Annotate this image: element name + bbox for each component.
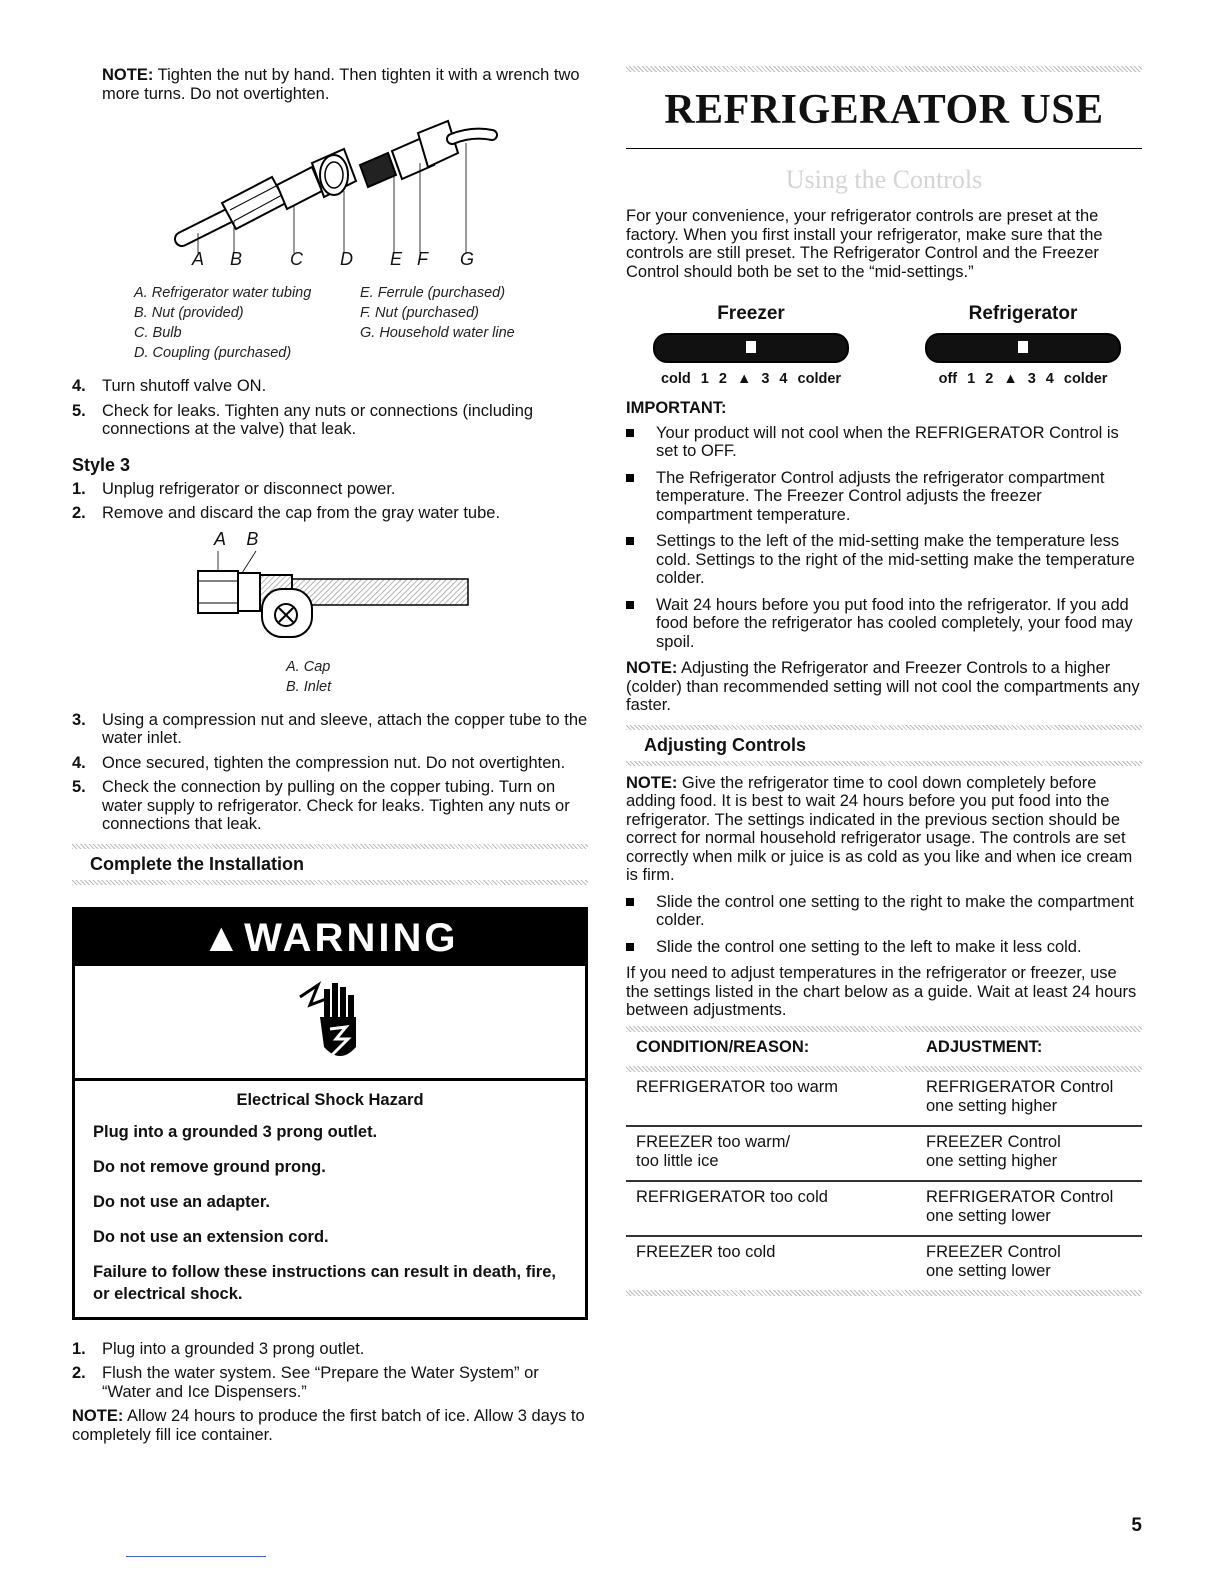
adjustment-table [626,1032,1142,1291]
fig2-letter-a: A [214,528,226,549]
adjusting-controls-heading: Adjusting Controls [626,725,1142,766]
list-item: 4. Once secured, tighten the compression nut. Do not overtighten. [72,753,566,772]
list-item: 1. Unplug refrigerator or disconnect power. [72,479,396,498]
fig1-letter-f: F [417,249,428,269]
list-item: 4. Turn shutoff valve ON. [72,377,267,395]
freezer-scale: cold 1 2 ▲ 3 4 colder [660,371,842,387]
electrical-shock-icon [290,977,370,1067]
important-list [626,424,1142,652]
caption-cap: A. Cap [286,658,331,675]
caption-inlet: B. Inlet [286,678,332,695]
warning-line: Do not use an extension cord. [93,1227,329,1246]
style3-heading: Style 3 [72,454,131,475]
top-divider [626,66,1142,72]
table-header-adjustment: ADJUSTMENT: [926,1037,1043,1056]
note-ice: NOTE: Allow 24 hours to produce the first batch of ice. Allow 3 days to completely fill ice container. [72,1407,585,1444]
adjust-list [626,893,1142,957]
note-colder: NOTE: Adjusting the Refrigerator and Freezer Controls to a higher (colder) than recommended setting will not cool the compartments any faster. [626,659,1140,714]
caption-d: D. Coupling (purchased) [134,345,292,361]
steps-shutoff [72,377,588,439]
note-cool-down: NOTE: Give the refrigerator time to cool down completely before adding food. It is best to wait 24 hours before you put food into the refrigerator. The settings indicated in the previous section should be correct for normal household refrigerator usage. The controls are set correctly when milk or juice is as cold as you like and when ice cream is firm. [626,773,1133,884]
warning-line: Do not use an adapter. [93,1192,270,1211]
list-item: The Refrigerator Control adjusts the refrigerator compartment temperature. The Freezer Control adjusts the freezer compartment temperature. [626,469,1142,525]
right-column [626,66,1142,1296]
list-item: Slide the control one setting to the left to make it less cold. [626,938,1142,957]
shock-hazard-icon-area [75,966,585,1081]
caption-a: A. Refrigerator water tubing [134,285,312,301]
guide-paragraph: If you need to adjust temperatures in the refrigerator or freezer, use the settings listed in the chart below as a guide. Wait at least 24 hours between adjustments. [626,964,1137,1019]
list-item: Your product will not cool when the REFRIGERATOR Control is set to OFF. [626,424,1142,461]
list-item: 3. Using a compression nut and sleeve, attach the copper tube to the water inlet. [72,710,588,747]
list-item: 5. Check for leaks. Tighten any nuts or connections (including connections at the valve) that leak. [72,401,534,438]
cap-inlet-illustration [72,529,588,653]
refrigerator-scale: off 1 2 ▲ 3 4 colder [938,371,1108,387]
list-item: 2. Flush the water system. See “Prepare the Water System” or “Water and Ice Dispensers.” [72,1364,539,1401]
note-tighten: NOTE: Tighten the nut by hand. Then tighten it with a wrench two more turns. Do not overtighten. [102,66,580,103]
warning-line: Plug into a grounded 3 prong outlet. [93,1122,378,1141]
caption-b: B. Nut (provided) [134,305,244,321]
warning-line: Do not remove ground prong. [93,1157,326,1176]
fig1-letter-g: G [460,249,475,269]
caption-e: E. Ferrule (purchased) [360,285,506,301]
warning-box [72,907,588,1320]
table-header-row [626,1032,1142,1067]
list-item: 5. Check the connection by pulling on the copper tubing. Turn on water supply to refrigerator. Check for leaks. Tighten any nuts or connections that leak. [72,778,570,833]
list-item: 2. Remove and discard the cap from the gray water tube. [72,504,501,522]
table-row: FREEZER too cold FREEZER Control one setting lower [636,1243,1061,1280]
caption-c: C. Bulb [134,325,182,341]
table-header-condition: CONDITION/REASON: [636,1037,810,1056]
cap-inlet-figure [72,529,588,653]
refrigerator-control [898,303,1148,387]
fig2-letter-b: B [246,528,259,549]
warning-banner: ▲WARNING [75,910,585,966]
section-title: REFRIGERATOR USE [664,87,1104,133]
steps-style3-b [72,711,588,834]
footer-line [126,1556,266,1557]
caption-f: F. Nut (purchased) [360,305,480,321]
table-row: FREEZER too warm/ too little ice FREEZER Control one setting higher [626,1126,1142,1181]
table-row: REFRIGERATOR too warm REFRIGERATOR Control one setting higher [626,1072,1142,1126]
table-row: REFRIGERATOR too cold REFRIGERATOR Control one setting lower [626,1181,1142,1236]
table-bottom-divider [626,1290,1142,1296]
intro-paragraph: For your convenience, your refrigerator controls are preset at the factory. When you first install your refrigerator, make sure that the controls are still preset. The Refrigerator Control and the Freezer Control should both be set to the “mid-settings.” [626,207,1103,281]
water-connection-figure [72,111,588,271]
warning-line: Failure to follow these instructions can result in death, fire, or electrical shock. [93,1262,556,1303]
list-item: 1. Plug into a grounded 3 prong outlet. [72,1339,365,1358]
list-item: Wait 24 hours before you put food into the refrigerator. If you add food before the refrigerator has cooled completely, your food may spoil. [626,596,1142,652]
subsection-title: Using the Controls [785,165,983,194]
page-number: 5 [1131,1515,1142,1536]
fig1-letter-e: E [390,249,403,269]
steps-complete [72,1340,588,1402]
fig1-captions [72,283,588,363]
steps-style3-a [72,480,588,523]
title-rule [626,148,1142,149]
freezer-control [626,303,876,387]
fig2-captions [72,657,588,697]
control-dials [626,303,1142,393]
list-item: Slide the control one setting to the right to make the compartment colder. [626,893,1142,930]
left-column [72,66,588,1444]
complete-installation-heading: Complete the Installation [72,844,588,885]
fig1-letter-d: D [340,249,353,269]
refrigerator-label: Refrigerator [968,303,1078,324]
list-item: Settings to the left of the mid-setting make the temperature less cold. Settings to the right of the mid-setting make the temperature colder. [626,532,1142,588]
freezer-slider[interactable] [653,333,849,363]
caption-g: G. Household water line [360,325,515,341]
freezer-slider-knob[interactable] [746,341,756,353]
fig1-letter-c: C [290,249,303,269]
freezer-label: Freezer [717,303,785,324]
refrigerator-slider[interactable] [925,333,1121,363]
fig1-letter-b: B [230,249,243,269]
fig1-letter-a: A [192,249,205,269]
important-label: IMPORTANT: [626,399,727,417]
refrigerator-slider-knob[interactable] [1018,341,1028,353]
warning-hazard-title: Electrical Shock Hazard [236,1090,424,1109]
water-line-fittings-illustration [72,111,588,271]
warning-triangle-icon: ▲ [201,915,245,960]
